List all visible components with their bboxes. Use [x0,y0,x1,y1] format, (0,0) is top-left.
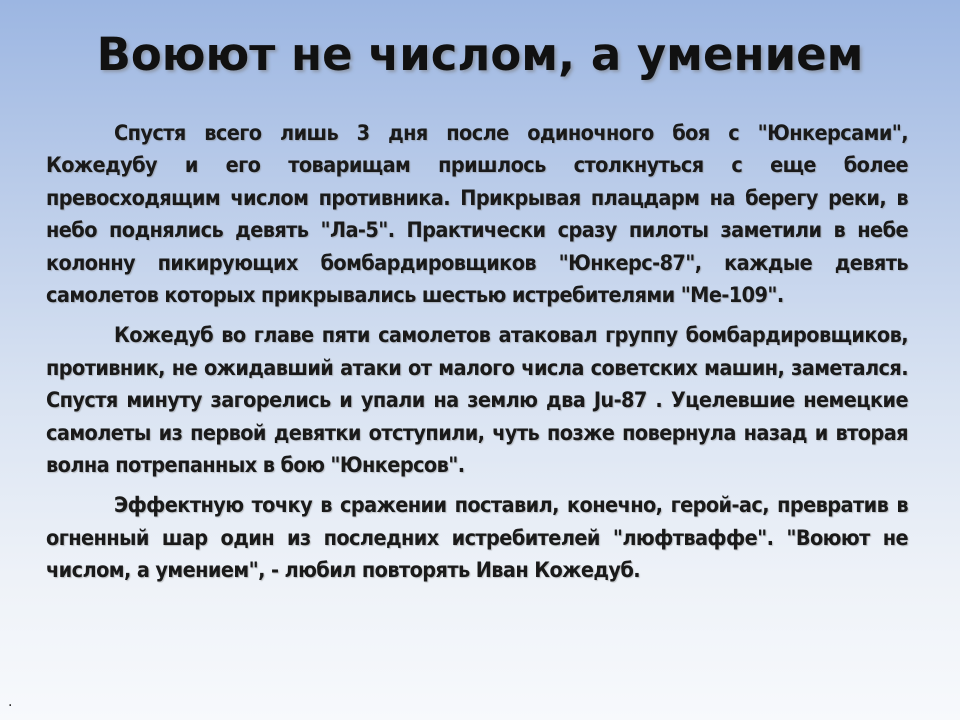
slide-body [46,118,908,596]
paragraph-1: Спустя всего лишь 3 дня после одиночного боя с "Юнкерсами", Кожедубу и его товарищам пришлось столкнуться с еще более превосходящим числом противника. Прикрывая плацдарм на берегу реки, в небо поднялись девять "Ла-5". Практически сразу пилоты заметили в небе колонну пикирующих бомбардировщиков "Юнкерс-87", каждые девять самолетов которых прикрывались шестью истребителями "Ме-109". [46,121,908,309]
paragraph-2: Кожедуб во главе пяти самолетов атаковал группу бомбардировщиков, противник, не ожидавший атаки от малого числа советских машин, заметался. Спустя минуту загорелись и упали на землю два Ju-87 . Уцелевшие немецкие самолеты из первой девятки отступили, чуть позже повернула назад и вторая волна потрепанных в бою "Юнкерсов". [46,323,908,479]
paragraph-3: Эффектную точку в сражении поставил, конечно, герой-ас, превратив в огненный шар один из последних истребителей "люфтваффе". "Воюют не числом, а умением", - любил повторять Иван Кожедуб. [46,493,908,584]
footer-mark: . [8,694,13,710]
slide-title: Воюют не числом, а умением [96,28,864,81]
